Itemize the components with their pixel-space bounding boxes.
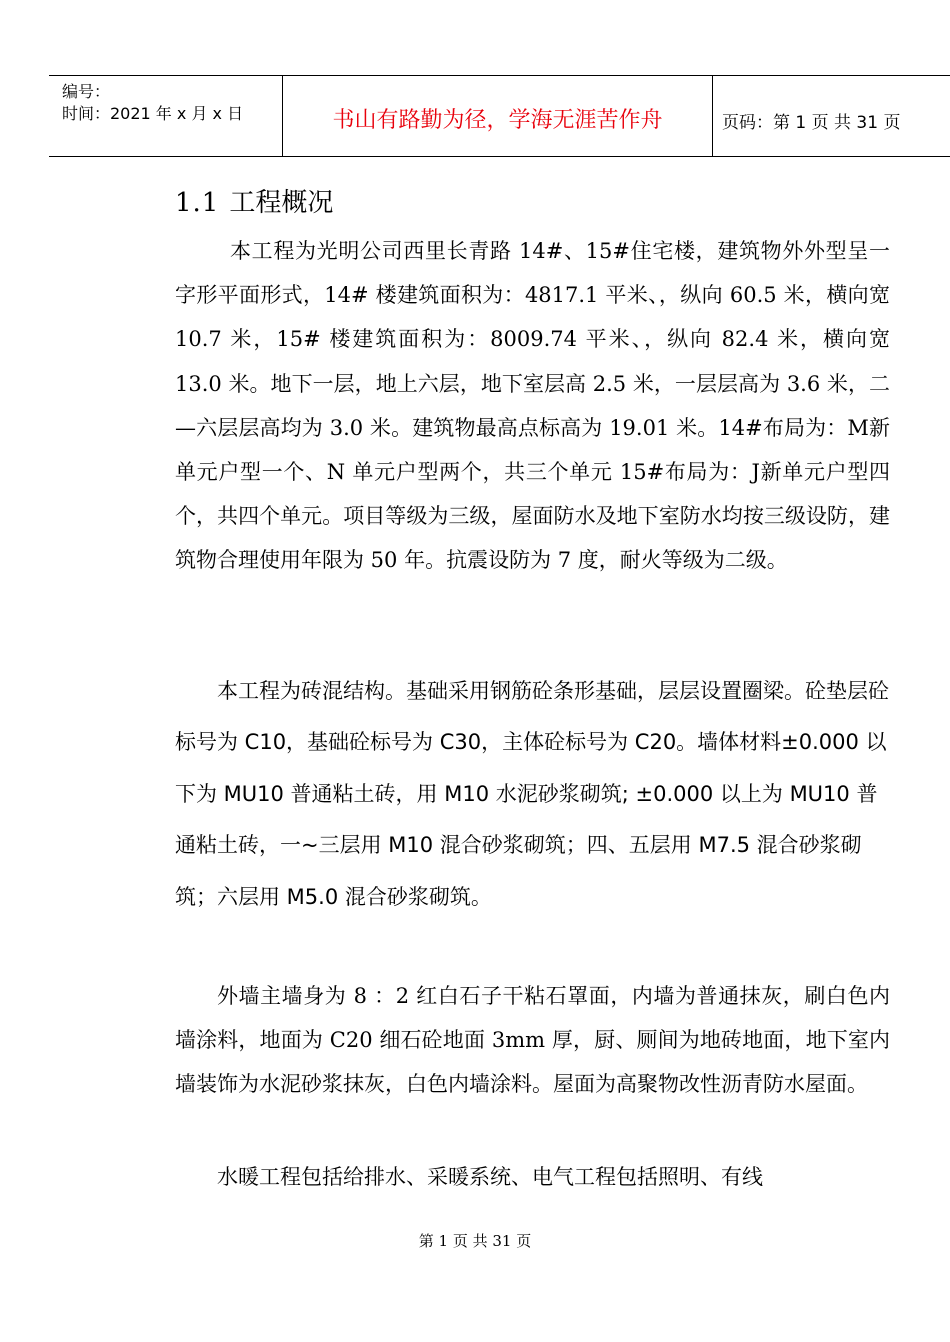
- document-header: [0, 75, 950, 157]
- header-motto: 书山有路勤为径，学海无涯苦作舟: [332, 108, 663, 133]
- paragraph-structure: [175, 666, 890, 923]
- paragraph-text: 条形基础，层层设置圈梁。: [553, 679, 805, 703]
- document-number-label: 编号：: [62, 82, 111, 101]
- paragraph-text: 屋面为高聚物改性沥青防水屋面。: [553, 1072, 868, 1096]
- section-number: 1.1: [175, 188, 220, 218]
- section-title: 工程概况: [229, 188, 334, 218]
- paragraph-text: 本工程为砖混结构。基础采用钢筋: [217, 679, 532, 703]
- paragraph-text: 外墙主墙身为 8 ：2 红白石子干粘石罩面，内墙为普通抹灰，刷白色内墙涂料，地面为 C20 细石砼地面 3mm 厚，厨、厕间为地砖地面，地下室内墙装饰为水泥砂浆抹灰，白色内墙涂料。: [175, 984, 890, 1096]
- document-time: 时间：2021 年 x 月 x 日: [62, 104, 244, 123]
- paragraph-mep: 水暖工程包括给排水、采暖系统、电气工程包括照明、有线: [217, 1165, 763, 1189]
- header-divider: [712, 75, 713, 157]
- section-heading: [175, 182, 333, 219]
- paragraph-text: 砼垫层砼标号为 C10，基础砼标号为 C30，主体砼标号为 C20。墙体材料±0.000 以下为 MU10 普通粘土砖，用 M10 水泥砂浆砌筑; ±0.000 以上为 MU10 普通粘土砖，一~三层用 M10 混合砂浆砌筑；四、五层用 M7.5 混合砂浆砌筑；六层用 M5.0 混合砂浆砌筑。: [175, 679, 889, 909]
- paragraph-finishes: [175, 974, 890, 1106]
- page-footer: 第 1 页 共 31 页: [418, 1232, 532, 1250]
- header-meta: [62, 81, 243, 125]
- paragraph-project-overview: 本工程为光明公司西里长青路 14#、15#住宅楼，建筑物外外型呈一字形平面形式，14# 楼建筑面积为：4817.1 平米、，纵向 60.5 米，横向宽 10.7 米，15# 楼建筑面积为：8009.74 平米、，纵向 82.4 米，横向宽 13.0 米。地下一层，地上六层，地下室层高 2.5 米，一层层高为 3.6 米，二—六层层高均为 3.0 米。建筑物最高点标高为 19.01 米。14#布局为：M新单元户型一个、N 单元户型两个，共三个单元 15#布局为：J新单元户型四个，共四个单元。项目等级为三级，屋面防水及地下室防水均按三级设防，建筑物合理使用年限为 50 年。抗震设防为 7 度，耐火等级为二级。: [175, 239, 890, 573]
- header-bottom-rule: [49, 156, 950, 157]
- header-top-rule: [49, 75, 950, 76]
- header-page-info: 页码：第 1 页 共 31 页: [722, 113, 901, 133]
- paragraph-text: 砼: [532, 679, 553, 703]
